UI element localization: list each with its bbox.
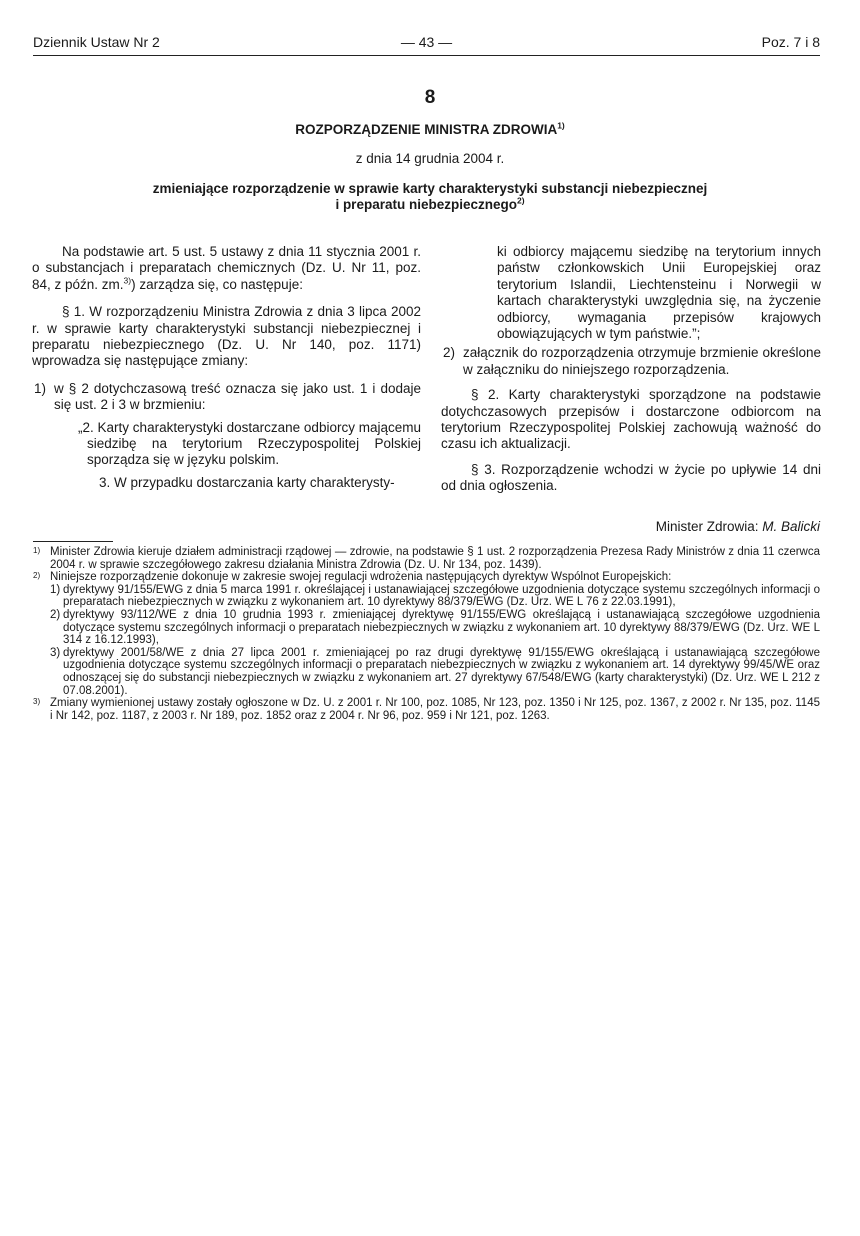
intro-paragraph (32, 244, 421, 293)
directive-2-mark: 2) (50, 608, 61, 621)
signature (656, 519, 820, 534)
amendment-item-1 (32, 381, 421, 414)
signature-role: Minister Zdrowia: (655, 519, 763, 534)
footnote-divider (33, 541, 113, 542)
directive-3-text: dyrektywy 2001/58/WE z dnia 27 lipca 2001 r. zmieniającej po raz drugi dyrektywę 91/155/EWG określającą i ustanawiającą szczegółowe uzgodnienia dotyczące systemu szczególnych informacji o preparatach niebezpiecznych w związku z wykonaniem art. 14 dyrektywy 99/45/WE oraz odnoszącej się do substancji niebezpiecznych w związku z wykonaniem art. 27 dyrektywy 67/548/EWG (karty charakterystyki) (Dz. Urz. WE L 212 z 07.08.2001). (63, 646, 820, 697)
position-number: 8 (424, 87, 436, 108)
body-left-column (32, 244, 421, 491)
signature-name: M. Balicki (762, 519, 820, 534)
footnote-1 (33, 546, 820, 571)
directive-1 (33, 584, 820, 609)
document-title (0, 122, 860, 137)
directive-1-mark: 1) (50, 583, 61, 596)
document-date: z dnia 14 grudnia 2004 r. (355, 151, 505, 166)
paragraph-2: § 2. Karty charakterystyki sporządzone na podstawie dotychczasowych przepisów i dostarczone odbiorcom na terytorium Rzeczypospolitej Polskiej zachowują ważność do czasu ich aktualizacji. (441, 387, 821, 452)
footnote-3-text: Zmiany wymienionej ustawy zostały ogłoszone w Dz. U. z 2001 r. Nr 100, poz. 1085, Nr 123, poz. 1350 i Nr 125, poz. 1367, z 2002 r. Nr 135, poz. 1145 i Nr 142, poz. 1187, z 2003 r. Nr 189, poz. 1852 oraz z 2004 r. Nr 96, poz. 959 i Nr 121, poz. 1263. (50, 697, 820, 722)
directive-2 (33, 609, 820, 647)
footnote-2-mark: 2) (33, 571, 41, 581)
footnote-1-mark: 1) (33, 546, 41, 555)
document-subject (70, 181, 790, 213)
quoted-point-3-start: 3. W przypadku dostarczania karty charakterysty- (99, 474, 395, 490)
page-number: — 43 — (400, 34, 453, 50)
page-header (33, 34, 820, 54)
footnote-3-mark: 3) (33, 697, 41, 707)
item-2-number: 2) (443, 345, 456, 361)
directive-1-text: dyrektywy 91/155/EWG z dnia 5 marca 1991 r. określającej i ustanawiającej szczegółowe uzgodnienia dotyczące systemu szczególnych informacji o preparatach niebezpiecznych w związku z wykonaniem art. 10 dyrektywy 88/379/EWG (Dz. Urz. WE L 76 z 22.03.1991), (63, 583, 820, 609)
subject-footnote-ref: 2) (516, 195, 525, 206)
header-divider (33, 55, 820, 56)
paragraph-1: § 1. W rozporządzeniu Ministra Zdrowia z dnia 3 lipca 2002 r. w sprawie karty charakterystyki substancji niebezpiecznej i preparatu niebezpiecznego (Dz. U. Nr 140, poz. 1171) wprowadza się następujące zmiany: (32, 304, 421, 369)
footnote-3 (33, 697, 820, 722)
footnotes (33, 546, 820, 722)
body-right-column (441, 244, 821, 495)
item-1-text: w § 2 dotychczasową treść oznacza się jako ust. 1 i dodaje się ust. 2 i 3 w brzmieniu: (54, 380, 421, 413)
amendment-item-2 (441, 345, 821, 378)
directive-3 (33, 647, 820, 697)
quoted-point-3-continued: ki odbiorcy mającemu siedzibę na terytorium innych państw członkowskich Unii Europejskiej oraz terytorium Islandii, Liechtensteinu i Norwegii w kartach charakterystyki uwzględnia się, na życzenie odbiorcy, wymagania przepisów krajowych obowiązujących w tym państwie.”; (497, 244, 821, 342)
directive-3-mark: 3) (50, 646, 61, 659)
quoted-point-2: „2. Karty charakterystyki dostarczane odbiorcy mającemu siedzibę na terytorium Rzeczypospolitej Polskiej sporządza się w języku polskim. (78, 419, 421, 468)
journal-name: Dziennik Ustaw Nr 2 (33, 34, 160, 50)
title-text: ROZPORZĄDZENIE MINISTRA ZDROWIA (295, 122, 558, 137)
footnote-1-text: Minister Zdrowia kieruje działem administracji rządowej — zdrowie, na podstawie § 1 ust. 2 rozporządzenia Prezesa Rady Ministrów z dnia 11 czerwca 2004 r. w sprawie szczegółowego zakresu działania Ministra Zdrowia (Dz. U. Nr 134, poz. 1439). (50, 546, 820, 571)
item-2-text: załącznik do rozporządzenia otrzymuje brzmienie określone w załączniku do niniejszego rozporządzenia. (463, 345, 821, 377)
intro-text-b: ) zarządza się, co następuje: (131, 276, 303, 292)
item-1-number: 1) (34, 380, 47, 396)
subject-line-2: i preparatu niebezpiecznego (335, 197, 517, 212)
footnote-2-text: Niniejsze rozporządzenie dokonuje w zakresie swojej regulacji wdrożenia następujących dyrektyw Wspólnot Europejskich: (50, 571, 672, 584)
intro-text-a: Na podstawie art. 5 ust. 5 ustawy z dnia 11 stycznia 2001 r. o substancjach i preparatach chemicznych (Dz. U. Nr 11, poz. 84, z późn. zm. (32, 244, 421, 292)
title-footnote-ref: 1) (557, 120, 565, 131)
footnote-2 (33, 571, 820, 584)
intro-footnote-ref: 3) (123, 275, 132, 286)
paragraph-3: § 3. Rozporządzenie wchodzi w życie po upływie 14 dni od dnia ogłoszenia. (441, 461, 821, 494)
directive-2-text: dyrektywy 93/112/WE z dnia 10 grudnia 1993 r. zmieniającej dyrektywę 91/155/EWG określającą i ustanawiającą szczegółowe uzgodnienia dotyczące systemu szczególnych informacji o preparatach niebezpiecznych w związku z wykonaniem art. 10 dyrektywy 88/379/EWG (Dz. Urz. WE L 314 z 16.12.1993), (63, 608, 820, 647)
position-range: Poz. 7 i 8 (761, 34, 820, 50)
subject-line-1: zmieniające rozporządzenie w sprawie karty charakterystyki substancji niebezpiecznej (152, 181, 708, 196)
